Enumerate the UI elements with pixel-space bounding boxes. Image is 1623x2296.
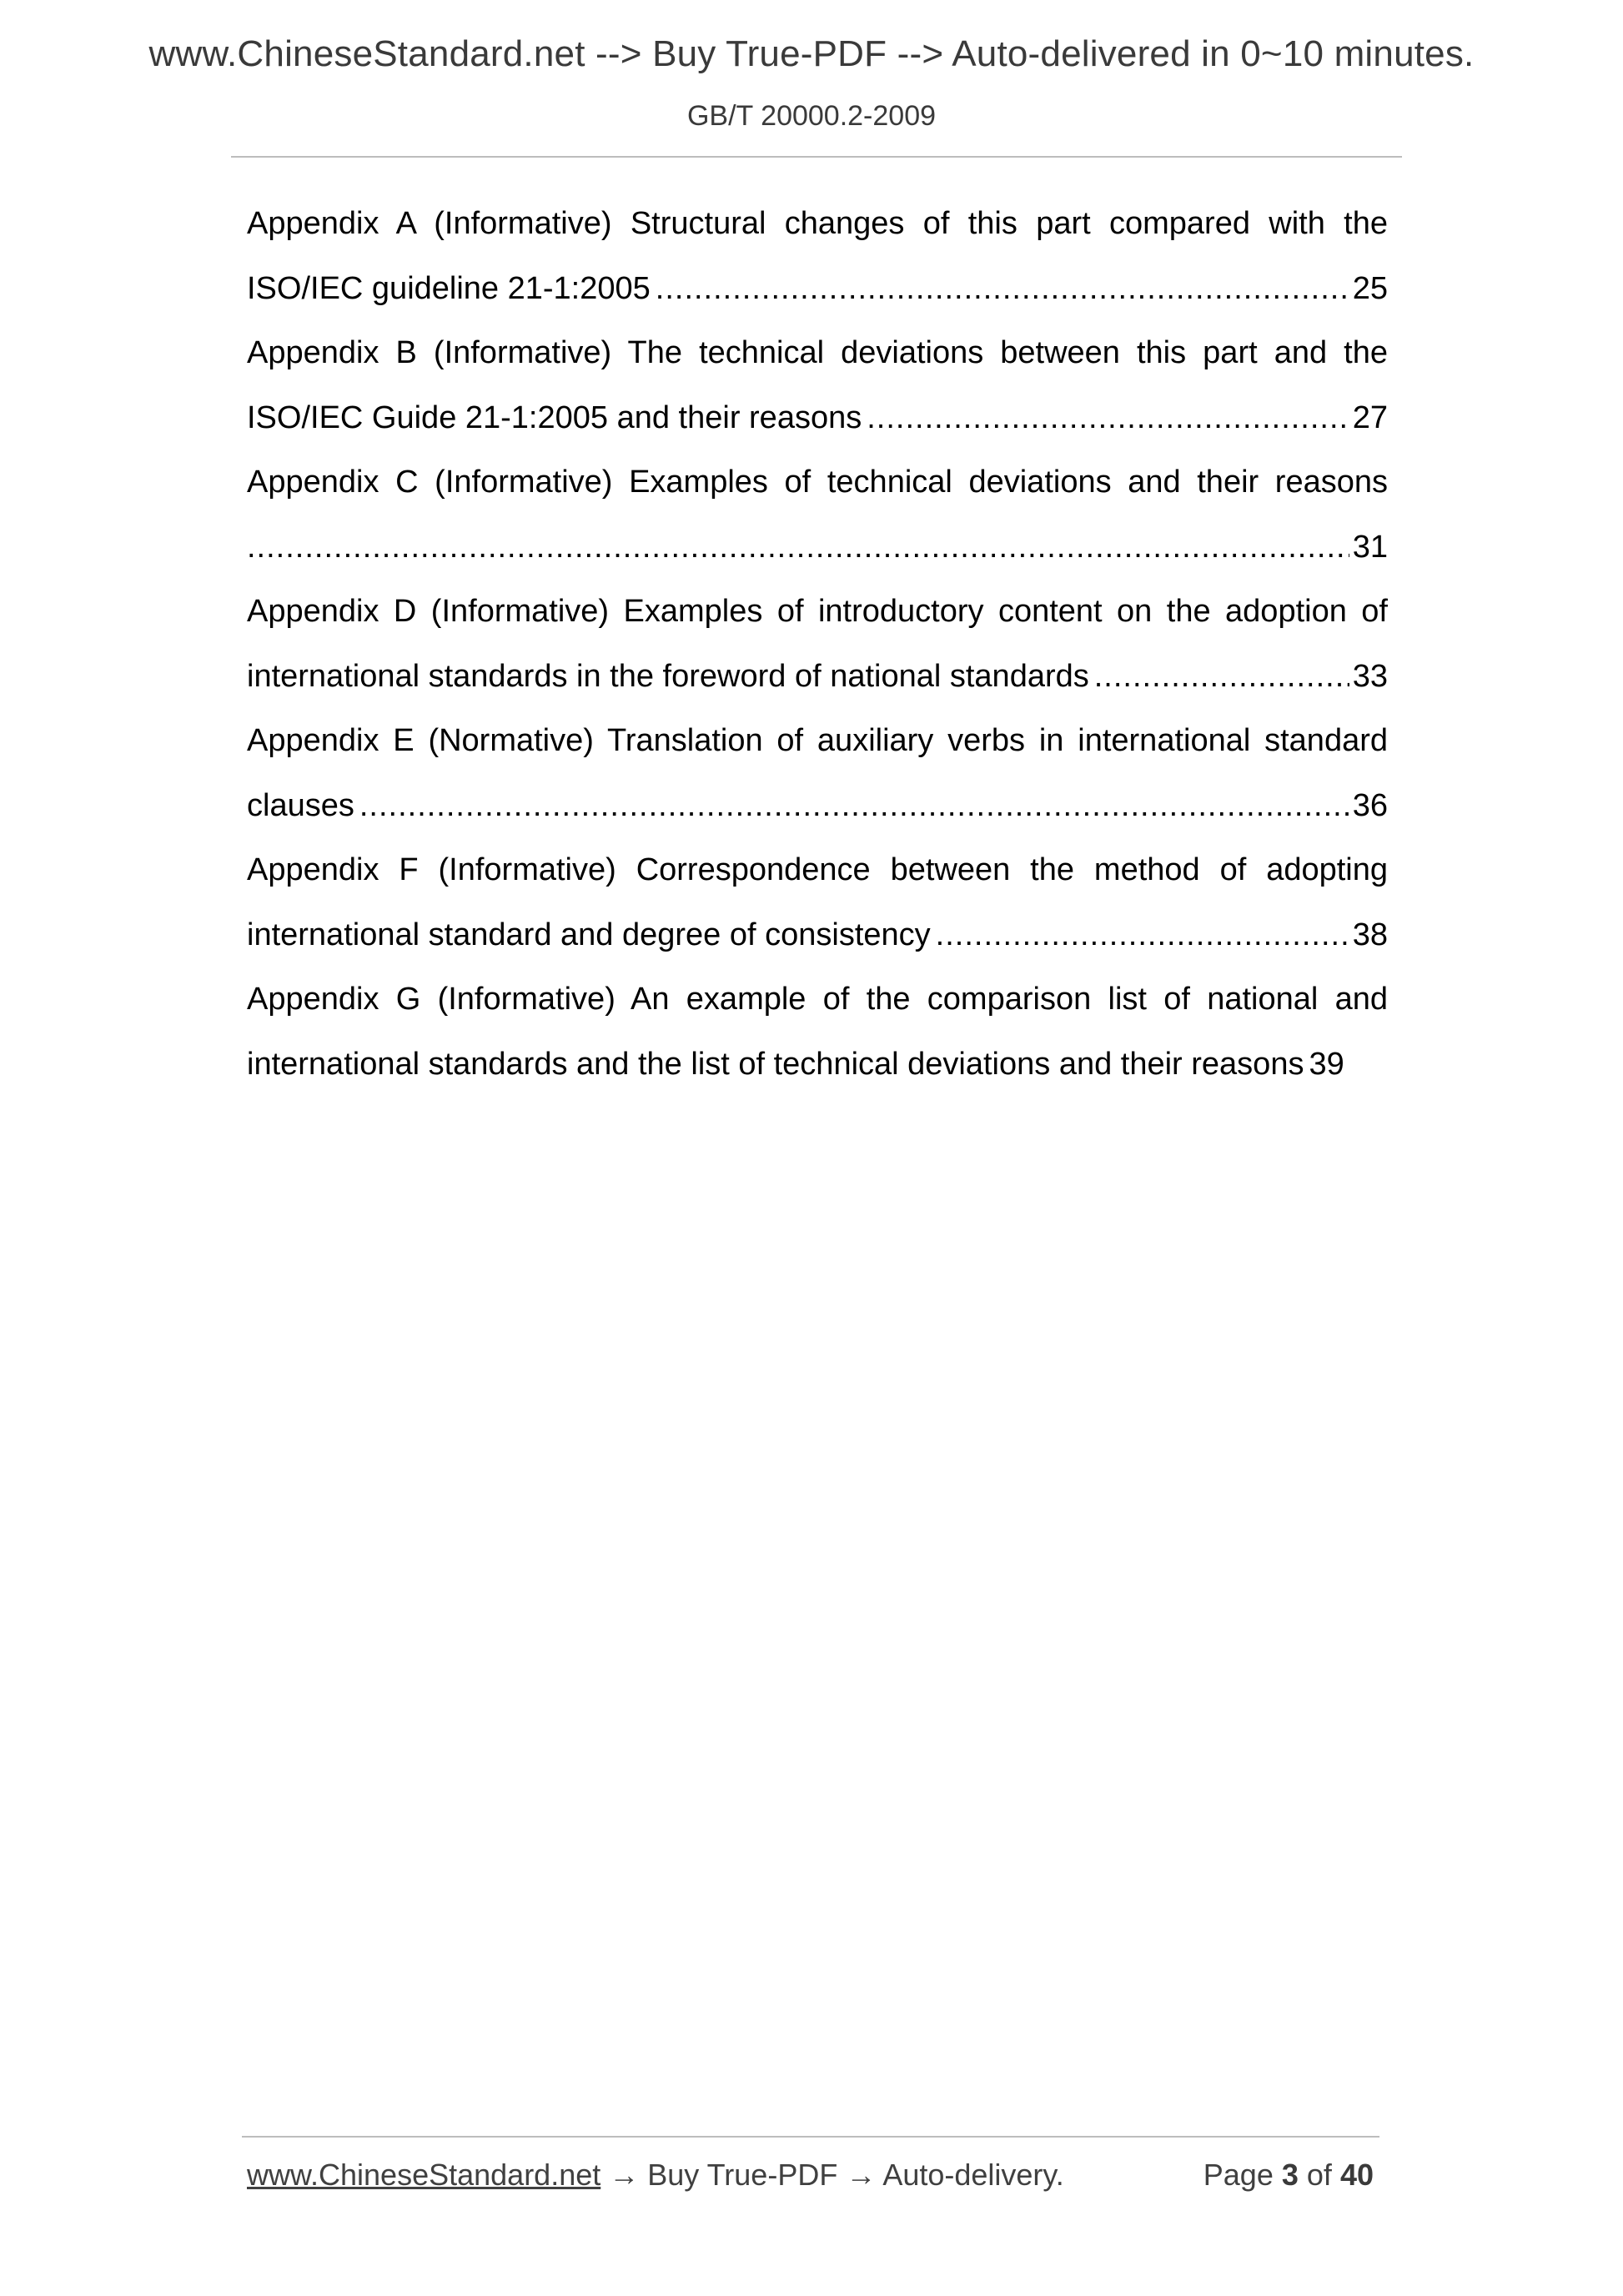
- toc-entry-appendix-c[interactable]: [247, 450, 1388, 580]
- toc-entry-appendix-g[interactable]: [247, 967, 1388, 1097]
- toc-entry-appendix-b[interactable]: [247, 321, 1388, 450]
- toc-dot-leader: [247, 515, 1349, 580]
- toc-page-number: 38: [1352, 917, 1388, 952]
- page-indicator: [1203, 2158, 1374, 2193]
- toc-entry-title-continued: ISO/IEC Guide 21-1:2005 and their reasons: [247, 399, 862, 435]
- footer-divider: [242, 2136, 1379, 2138]
- document-code: GB/T 20000.2-2009: [686, 100, 937, 132]
- footer-site-link[interactable]: www.ChineseStandard.net: [247, 2158, 601, 2192]
- toc-entry-title: Appendix E (Normative) Translation of auxiliary verbs in international standard: [247, 723, 1388, 758]
- toc-entry-title: Appendix G (Informative) An example of the comparison list of national and: [247, 982, 1388, 1017]
- toc-page-number: 25: [1352, 270, 1388, 306]
- toc-dot-leader: [1094, 645, 1349, 710]
- top-banner: www.ChineseStandard.net --> Buy True-PDF --> Auto-delivered in 0~10 minutes.: [148, 33, 1475, 74]
- toc-dot-leader: [867, 386, 1349, 451]
- page-label: Page: [1203, 2158, 1274, 2192]
- toc-entry-title: Appendix C (Informative) Examples of technical deviations and their reasons: [247, 465, 1388, 500]
- page-footer: [247, 2158, 1381, 2193]
- total-pages-number: 40: [1339, 2158, 1374, 2192]
- toc-page-number: 33: [1352, 658, 1388, 694]
- toc-page-number: 31: [1352, 529, 1388, 565]
- toc-entry-title-continued: international standards and the list of technical deviations and their reasons: [247, 1046, 1304, 1082]
- toc-entry-title: Appendix B (Informative) The technical deviations between this part and the: [247, 335, 1388, 370]
- toc-entry-appendix-a[interactable]: [247, 192, 1388, 321]
- toc-entry-appendix-f[interactable]: [247, 838, 1388, 967]
- footer-tagline: → Buy True-PDF → Auto-delivery.: [600, 2158, 1064, 2192]
- toc-entry-title: Appendix D (Informative) Examples of introductory content on the adoption of: [247, 594, 1388, 629]
- toc-page-number: 27: [1352, 399, 1388, 435]
- toc-entry-title: Appendix F (Informative) Correspondence between the method of adopting: [247, 852, 1388, 887]
- toc-entry-appendix-e[interactable]: [247, 709, 1388, 838]
- current-page-number: 3: [1281, 2158, 1299, 2192]
- toc-entry-title-continued: international standards in the foreword of national standards: [247, 658, 1089, 694]
- header-divider: [231, 156, 1402, 158]
- toc-entry-title-continued: international standard and degree of consistency: [247, 917, 931, 952]
- page-of-label: of: [1306, 2158, 1332, 2192]
- toc-dot-leader: [656, 257, 1349, 322]
- table-of-contents: [247, 192, 1388, 1097]
- toc-page-number: 39: [1309, 1046, 1344, 1082]
- toc-entry-title-continued: clauses: [247, 787, 354, 823]
- toc-entry-title: Appendix A (Informative) Structural changes of this part compared with the: [247, 206, 1388, 241]
- toc-dot-leader: [359, 774, 1349, 839]
- toc-dot-leader: [936, 903, 1349, 968]
- toc-entry-title-continued: ISO/IEC guideline 21-1:2005: [247, 270, 651, 306]
- toc-entry-appendix-d[interactable]: [247, 580, 1388, 709]
- toc-page-number: 36: [1352, 787, 1388, 823]
